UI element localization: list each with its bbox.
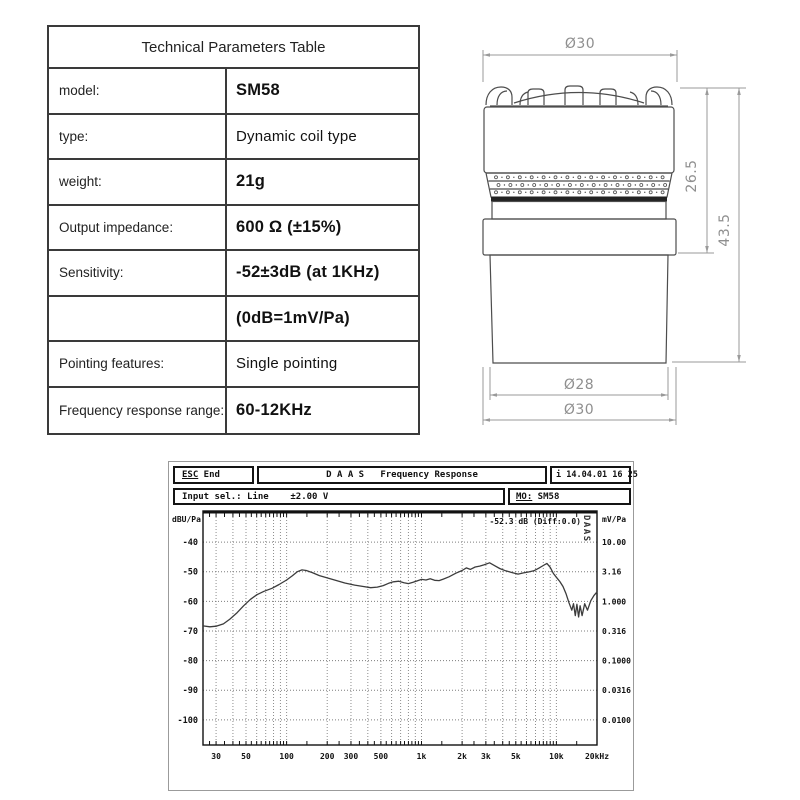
frequency-response-plot	[169, 462, 631, 787]
row-ref-value: (0dB=1mV/Pa)	[227, 297, 418, 343]
microphone-dimension-drawing	[440, 20, 800, 440]
datetime-box: i 14.04.01 16 25	[550, 466, 631, 484]
x-tick-label: 300	[343, 752, 359, 761]
left-tick-label: -90	[182, 686, 198, 697]
row-weight-label: weight:	[49, 160, 227, 206]
row-freqrange-label: Frequency response range:	[49, 388, 227, 434]
dim-total-height: 43.5	[717, 213, 733, 247]
x-tick-label: 500	[373, 752, 389, 761]
mic-knurled-band	[486, 173, 672, 202]
right-tick-label: 3.16	[602, 567, 622, 577]
x-tick-label: 5k	[510, 752, 521, 761]
row-impedance-label: Output impedance:	[49, 206, 227, 252]
row-impedance-value: 600 Ω (±15%)	[227, 206, 418, 252]
left-tick-label: -50	[182, 567, 198, 578]
row-type-label: type:	[49, 115, 227, 161]
dim-base-diameter: Ø30	[563, 402, 595, 418]
x-tick-label: 3k	[481, 752, 491, 761]
mo-label: MO:	[516, 491, 533, 502]
left-tick-label: -40	[182, 538, 198, 549]
mic-collar	[483, 219, 676, 255]
right-tick-label: 0.0100	[602, 715, 631, 725]
left-tick-label: -100	[177, 715, 198, 726]
dim-body-diameter: Ø28	[563, 377, 595, 393]
right-tick-label: 0.0316	[602, 686, 631, 696]
right-tick-label: 0.316	[602, 626, 627, 636]
right-tick-label: 1.000	[602, 597, 627, 607]
x-tick-label: 1k	[416, 752, 427, 761]
mic-head-grille	[484, 86, 674, 173]
input-select-box: Input sel.: Line ±2.00 V	[173, 488, 505, 505]
daas-frequency-response-window	[168, 461, 638, 791]
right-tick-label: 10.00	[602, 538, 627, 548]
row-type-value: Dynamic coil type	[227, 115, 418, 161]
x-tick-label: 10k	[549, 752, 564, 761]
x-tick-label: 30	[211, 752, 221, 761]
response-curve	[203, 563, 597, 627]
mo-value: SM58	[532, 491, 560, 502]
row-freqrange-value: 60-12KHz	[236, 400, 312, 419]
technical-parameters-table	[47, 25, 420, 435]
row-model-value: SM58	[227, 69, 418, 115]
left-tick-label: -60	[182, 597, 198, 608]
row-weight-value: 21g	[227, 160, 418, 206]
right-tick-label: 0.1000	[602, 656, 631, 666]
table-title: Technical Parameters Table	[49, 27, 418, 69]
left-tick-label: -80	[182, 656, 198, 667]
plot-border	[203, 511, 597, 745]
left-tick-label: -70	[182, 626, 198, 637]
x-tick-label: 100	[279, 752, 294, 761]
row-pointing-value: Single pointing	[227, 342, 418, 388]
x-tick-label: 2k	[457, 752, 467, 761]
dim-upper-height: 26.5	[684, 159, 700, 193]
right-axis-unit: mV/Pa	[602, 515, 627, 524]
x-tick-label: 50	[241, 752, 251, 761]
daas-logo: DAAS	[581, 515, 591, 543]
x-tick-label: 20kHz	[584, 752, 610, 761]
dim-top-diameter: Ø30	[564, 36, 596, 52]
esc-key-label: ESC	[182, 470, 199, 480]
row-model-label: model:	[49, 69, 227, 115]
mic-neck	[492, 202, 666, 220]
x-tick-label: 200	[319, 752, 335, 761]
chart-title: D A A S Frequency Response	[257, 466, 547, 484]
mic-body	[490, 255, 668, 363]
level-annotation: -52.3 dB (Diff:0.0)	[489, 517, 581, 526]
end-label: End	[198, 470, 220, 480]
row-ref-label	[49, 297, 227, 343]
row-pointing-label: Pointing features:	[49, 342, 227, 388]
row-sensitivity-value: -52±3dB (at 1KHz)	[227, 251, 418, 297]
left-axis-unit: dBU/Pa	[172, 515, 201, 524]
row-sensitivity-label: Sensitivity:	[49, 251, 227, 297]
